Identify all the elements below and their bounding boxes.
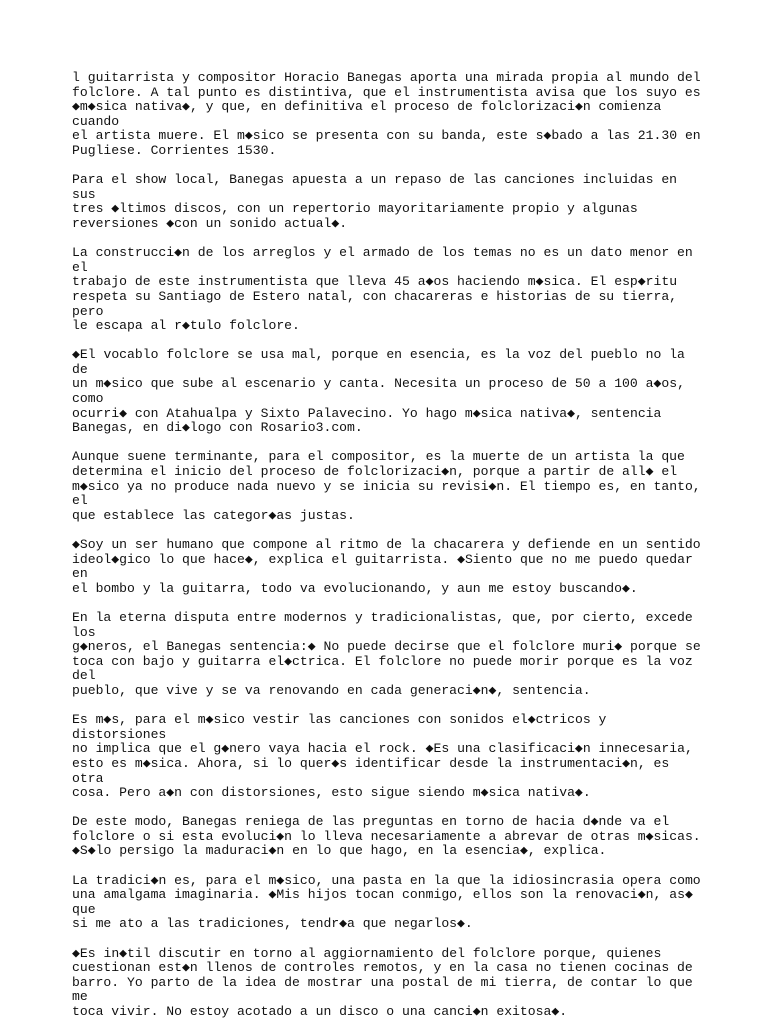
paragraph-8: Es m◆s, para el m◆sico vestir las canciones con sonidos el◆ctricos y distorsiones no implica que el g◆nero vaya hacia el rock. ◆Es una clasificaci◆n innecesaria, esto es m◆sica. Ahora, si lo quer◆s identificar desde la instrumentaci◆n, es otra cosa. Pero a◆n con distorsiones, esto sigue siendo m◆sica nativa◆. [72, 712, 693, 801]
paragraph-1: l guitarrista y compositor Horacio Banegas aporta una mirada propia al mundo del folclore. A tal punto es distintiva, que el instrumentista avisa que los suyo es ◆m◆sica nativa◆, y que, en definitiva el proceso de folclorizaci◆n comienza cuando el artista muere. El m◆sico se presenta con su banda, este s◆bado a las 21.30 en Pugliese. Corrientes 1530. [72, 70, 701, 158]
paragraph-6: ◆Soy un ser humano que compone al ritmo de la chacarera y defiende en un sentido ideol◆gico lo que hace◆, explica el guitarrista. ◆Siento que no me puedo quedar en el bombo y la guitarra, todo va evolucionando, y aun me estoy buscando◆. [72, 537, 701, 596]
document-body [72, 71, 702, 1034]
paragraph-7: En la eterna disputa entre modernos y tradicionalistas, que, por cierto, excede los g◆neros, el Banegas sentencia:◆ No puede decirse que el folclore muri◆ porque se toca con bajo y guitarra el◆ctrica. El folclore no puede morir porque es la voz del pueblo, que vive y se va renovando en cada generaci◆n◆, sentencia. [72, 609, 701, 698]
paragraph-3: La construcci◆n de los arreglos y el armado de los temas no es un dato menor en el trabajo de este instrumentista que lleva 45 a◆os haciendo m◆sica. El esp◆ritu respeta su Santiago de Estero natal, con chacareras e historias de su tierra, pero le escapa al r◆tulo folclore. [72, 245, 693, 334]
paragraph-5: Aunque suene terminante, para el compositor, es la muerte de un artista la que determina el inicio del proceso de folclorizaci◆n, porque a partir de all◆ el m◆sico ya no produce nada nuevo y se inicia su revisi◆n. El tiempo es, en tanto, el que establece las categor◆as justas. [72, 449, 701, 523]
paragraph-9: De este modo, Banegas reniega de las preguntas en torno de hacia d◆nde va el folclore o si esta evoluci◆n lo lleva necesariamente a abrevar de otras m◆sicas. ◆S◆lo persigo la maduraci◆n en lo que hago, en la esencia◆, explica. [72, 814, 701, 859]
paragraph-4: ◆El vocablo folclore se usa mal, porque en esencia, es la voz del pueblo no la de un m◆sico que sube al escenario y canta. Necesita un proceso de 50 a 100 a◆os, como ocurri◆ con Atahualpa y Sixto Palavecino. Yo hago m◆sica nativa◆, sentencia Banegas, en di◆logo con Rosario3.com. [72, 347, 685, 436]
paragraph-10: La tradici◆n es, para el m◆sico, una pasta en la que la idiosincrasia opera como una amalgama imaginaria. ◆Mis hijos tocan conmigo, ellos son la renovaci◆n, as◆ que si me ato a las tradiciones, tendr◆a que negarlos◆. [72, 872, 701, 932]
paragraph-2: Para el show local, Banegas apuesta a un repaso de las canciones incluidas en sus tres ◆ltimos discos, con un repertorio mayoritariamente propio y algunas reversiones ◆con un sonido actual◆. [72, 172, 678, 231]
paragraph-11: ◆Es in◆til discutir en torno al aggiornamiento del folclore porque, quienes cuestionan est◆n llenos de controles remotos, y en la casa no tienen cocinas de barro. Yo parto de la idea de mostrar una postal de mi tierra, de contar lo que me toca vivir. No estoy acotado a un disco o una canci◆n exitosa◆. [72, 945, 693, 1019]
